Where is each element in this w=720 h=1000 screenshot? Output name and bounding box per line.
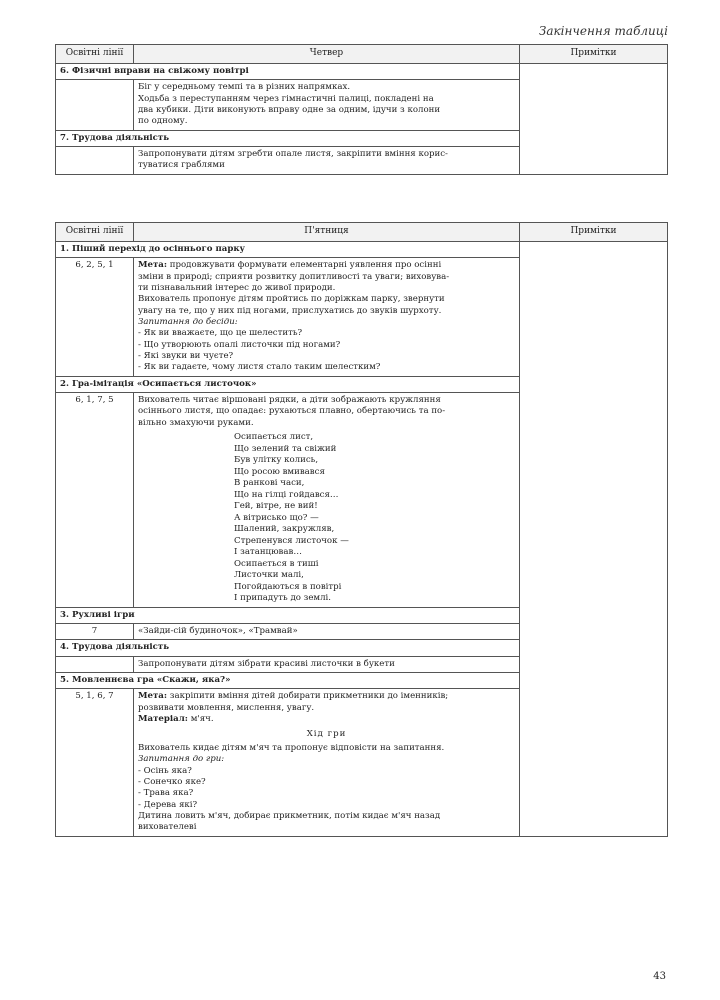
goal-label: Мета: [138, 260, 168, 271]
goal-line [138, 260, 515, 271]
conversation-label: Запитання до бесіди: [138, 316, 238, 327]
content-line: Вихователь читає віршовані рядки, а діти зображають кружляння [138, 395, 441, 405]
poem-line: І затанцював… [234, 547, 302, 558]
section-title: 4. Трудова діяльність [56, 640, 520, 656]
content-line: вільно змахуючи руками. [138, 417, 254, 428]
col-header-lines: Освітні лінії [56, 223, 134, 242]
poem-line: А вітрисько що? — [234, 512, 319, 523]
content-line: Дитина ловить м'яч, добирає прикметник, потім кидає м'яч назад [138, 810, 441, 821]
section-codes: 7 [56, 624, 134, 640]
content-line: Запропонувати дітям згребти опале листя, закріпити вміння корис- [138, 148, 448, 159]
poem-line: Погойдаються в повітрі [234, 581, 342, 592]
col-header-lines: Освітні лінії [56, 45, 134, 64]
col-header-day: П'ятниця [134, 223, 520, 242]
question-line: - Як ви гадаєте, чому листя стало таким шелестким? [138, 362, 381, 373]
content-line: Вихователь пропонує дітям пройтись по доріжкам парку, звернути [138, 294, 445, 305]
thursday-table [55, 44, 668, 175]
section-codes: 6, 1, 7, 5 [56, 393, 134, 608]
poem-line: Був улітку колись, [234, 455, 319, 466]
question-line: - Дерева які? [138, 799, 198, 810]
content-line: осіннього листя, що опадає: рухаються плавно, обертаючись та по- [138, 406, 446, 417]
table-header-row [56, 45, 668, 64]
question-line: - Що утворюють опалі листочки під ногами? [138, 339, 341, 350]
content-line: вихователеві [138, 822, 197, 833]
section-title: 3. Рухливі ігри [56, 607, 520, 623]
section-title-row [56, 241, 668, 257]
goal-line [138, 691, 515, 702]
question-line: - Осінь яка? [138, 765, 192, 776]
goal-line: ти пізнавальний інтерес до живої природи. [138, 282, 336, 293]
section-codes: 6, 2, 5, 1 [56, 258, 134, 376]
notes-cell [520, 241, 668, 836]
material-label: Матеріал: [138, 714, 188, 725]
section-codes [56, 146, 134, 174]
content-line: по одному. [138, 116, 188, 127]
goal-text: продовжувати формувати елементарні уявлення про осінні [169, 260, 442, 271]
poem-line: Гей, вітре, не вий! [234, 501, 318, 512]
section-content [134, 258, 520, 376]
section-content: «Зайди-сій будиночок», «Трамвай» [134, 624, 520, 640]
table-header-row [56, 223, 668, 242]
game-heading: Хід гри [306, 728, 347, 739]
section-title: 1. Піший перехід до осіннього парку [56, 241, 520, 257]
poem-line: Стрепенувся листочок — [234, 535, 349, 546]
section-title: 5. Мовленнєва гра «Скажи, яка?» [56, 673, 520, 689]
poem-line: Що росою вмивався [234, 466, 325, 477]
section-content [134, 393, 520, 608]
section-codes [56, 656, 134, 672]
section-codes [56, 80, 134, 130]
questions-label: Запитання до гри: [138, 754, 225, 765]
content-line: два кубики. Діти виконують вправу одне за одним, ідучи з колони [138, 104, 441, 115]
material-line [138, 714, 515, 725]
goal-line: зміни в природі; сприяти розвитку допитливості та уваги; виховува- [138, 271, 450, 282]
poem-line: Що зелений та свіжий [234, 443, 337, 454]
table-continuation-header: Закінчення таблиці [538, 24, 668, 38]
section-content [134, 146, 520, 174]
section-title: 2. Гра-імітація «Осипається листочок» [56, 376, 520, 392]
section-content [134, 80, 520, 130]
poem-line: В ранкові часи, [234, 478, 305, 489]
content-line: Біг у середньому темпі та в різних напрямках. [138, 82, 351, 93]
question-line: - Сонечко яке? [138, 776, 206, 787]
col-header-notes: Примітки [520, 45, 668, 64]
content-line: Вихователь кидає дітям м'яч та пропонує відповісти на запитання. [138, 742, 445, 753]
section-title: 7. Трудова діяльність [56, 130, 520, 146]
question-line: - Травa яка? [138, 788, 194, 799]
section-codes: 5, 1, 6, 7 [56, 689, 134, 836]
content-line: увагу на те, що у них під ногами, прислухатись до звуків шурхоту. [138, 305, 442, 316]
section-content: Запропонувати дітям зібрати красиві листочки в букети [134, 656, 520, 672]
goal-line: розвивати мовлення, мислення, увагу. [138, 702, 315, 713]
poem [138, 432, 515, 605]
content-line: Ходьба з переступанням через гімнастичні палиці, покладені на [138, 93, 434, 104]
page-number: 43 [653, 971, 666, 982]
poem-line: Осипається в тиші [234, 558, 319, 569]
poem-line: Що на гілці гойдався… [234, 489, 339, 500]
question-line: - Які звуки ви чуєте? [138, 350, 234, 361]
poem-line: Осипається лист, [234, 432, 314, 443]
goal-text: закріпити вміння дітей добирати прикметники до іменників; [169, 691, 449, 702]
col-header-day: Четвер [134, 45, 520, 64]
poem-line: І припадуть до землі. [234, 593, 332, 604]
section-content [134, 689, 520, 836]
section-title-row [56, 63, 668, 79]
friday-table [55, 222, 668, 837]
section-title: 6. Фізичні вправи на свіжому повітрі [56, 63, 520, 79]
poem-line: Листочки малі, [234, 570, 304, 581]
notes-cell [520, 63, 668, 174]
goal-label: Мета: [138, 691, 168, 702]
content-line: туватися граблями [138, 160, 225, 171]
poem-line: Шалений, закружляв, [234, 524, 335, 535]
col-header-notes: Примітки [520, 223, 668, 242]
material-text: м'яч. [190, 714, 214, 725]
question-line: - Як ви вважаєте, що це шелестить? [138, 328, 303, 339]
